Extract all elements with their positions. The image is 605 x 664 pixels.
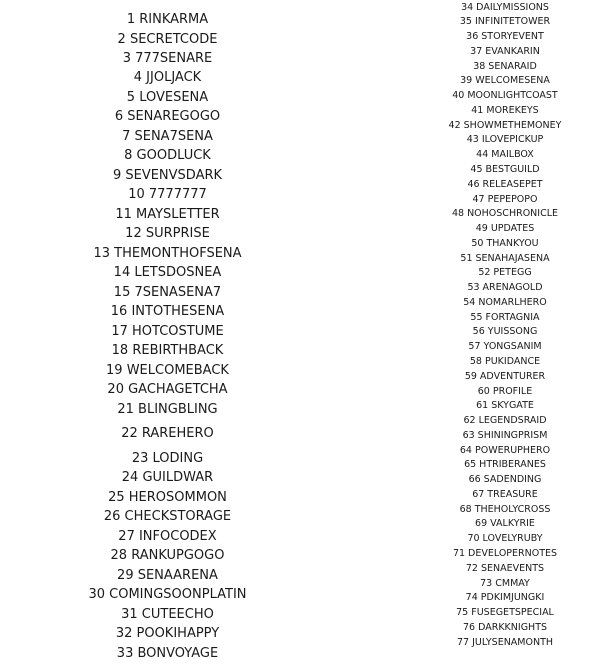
- code-item: 12 SURPRISE: [125, 226, 210, 241]
- code-item: 65 HTRIBERANES: [464, 459, 546, 471]
- code-item: 19 WELCOMEBACK: [106, 363, 229, 378]
- code-item: 17 HOTCOSTUME: [111, 324, 224, 339]
- code-item: 35 INFINITETOWER: [459, 16, 551, 28]
- code-item: 51 SENAHAJASENA: [460, 252, 550, 264]
- code-item: 71 DEVELOPERNOTES: [452, 547, 558, 559]
- code-item: 59 ADVENTURER: [464, 370, 546, 382]
- code-item: 13 THEMONTHOFSENA: [93, 246, 242, 261]
- code-item: 24 GUILDWAR: [121, 470, 214, 485]
- code-item: 57 YONGSANIM: [468, 341, 542, 353]
- code-item: 63 SHININGPRISM: [462, 429, 548, 441]
- code-item: 6 SENAREGOGO: [114, 109, 221, 124]
- code-item: 2 SECRETCODE: [117, 32, 218, 47]
- code-item: 20 GACHAGETCHA: [107, 382, 228, 397]
- code-item: 23 LODING: [131, 451, 204, 466]
- code-item: 60 PROFILE: [477, 385, 533, 397]
- code-item: 31 CUTEECHO: [121, 607, 214, 622]
- code-item: 36 STORYEVENT: [466, 31, 544, 43]
- code-item: 29 SENAARENA: [117, 568, 218, 583]
- code-item: 66 SADENDING: [468, 474, 542, 486]
- code-item: 62 LEGENDSRAID: [463, 415, 547, 427]
- code-item: 39 WELCOMESENA: [460, 75, 550, 87]
- code-item: 33 BONVOYAGE: [116, 646, 219, 661]
- code-item: 9 SEVENVSDARK: [112, 168, 223, 183]
- code-item: 30 COMINGSOONPLATIN: [88, 587, 247, 602]
- code-item: 15 7SENASENA7: [113, 285, 222, 300]
- code-item: 55 FORTAGNIA: [470, 311, 540, 323]
- code-item: 49 UPDATES: [475, 223, 535, 235]
- code-item: 14 LETSDOSNEA: [113, 265, 222, 280]
- code-item: 47 PEPEPOPO: [472, 193, 538, 205]
- code-item: 54 NOMARLHERO: [463, 296, 547, 308]
- code-item: 7 SENA7SENA: [122, 129, 213, 144]
- code-item: 41 MOREKEYS: [471, 104, 539, 116]
- code-item: 21 BLINGBLING: [117, 402, 218, 417]
- code-item: 70 LOVELYRUBY: [467, 533, 543, 545]
- code-item: 42 SHOWMETHEMONEY: [448, 119, 562, 131]
- code-item: 22 RAREHERO: [121, 426, 214, 441]
- code-item: 18 REBIRTHBACK: [111, 343, 224, 358]
- code-item: 72 SENAEVENTS: [465, 562, 545, 574]
- code-item: 34 DAILYMISSIONS: [461, 1, 549, 13]
- code-item: 69 VALKYRIE: [475, 518, 535, 530]
- code-item: 44 MAILBOX: [476, 149, 534, 161]
- code-item: 11 MAYSLETTER: [115, 207, 220, 222]
- code-item: 73 CMMAY: [480, 577, 530, 589]
- code-item: 16 INTOTHESENA: [110, 304, 225, 319]
- code-item: 56 YUISSONG: [472, 326, 538, 338]
- code-item: 10 7777777: [128, 187, 207, 202]
- code-item: 5 LOVESENA: [126, 90, 209, 105]
- code-item: 52 PETEGG: [478, 267, 532, 279]
- code-item: 67 TREASURE: [472, 488, 538, 500]
- code-item: 77 JULYSENAMONTH: [456, 636, 554, 648]
- code-item: 40 MOONLIGHTCOAST: [452, 90, 558, 102]
- code-item: 53 ARENAGOLD: [467, 282, 543, 294]
- code-item: 61 SKYGATE: [476, 400, 534, 412]
- code-item: 27 INFOCODEX: [118, 529, 217, 544]
- code-item: 45 BESTGUILD: [470, 163, 540, 175]
- code-item: 4 JJOLJACK: [133, 70, 202, 85]
- code-item: 8 GOODLUCK: [124, 148, 211, 163]
- code-item: 76 DARKKNIGHTS: [462, 621, 548, 633]
- code-item: 38 SENARAID: [473, 60, 537, 72]
- code-item: 46 RELEASEPET: [467, 178, 543, 190]
- code-item: 1 RINKARMA: [126, 12, 209, 27]
- code-item: 74 PDKIMJUNGKI: [465, 592, 545, 604]
- code-item: 48 NOHOSCHRONICLE: [451, 208, 559, 220]
- code-item: 43 ILOVEPICKUP: [466, 134, 544, 146]
- code-item: 68 THEHOLYCROSS: [459, 503, 551, 515]
- code-item: 50 THANKYOU: [471, 237, 539, 249]
- code-item: 75 FUSEGETSPECIAL: [456, 607, 554, 619]
- code-item: 3 777SENARE: [122, 51, 213, 66]
- code-item: 28 RANKUPGOGO: [110, 548, 225, 563]
- code-item: 26 CHECKSTORAGE: [103, 509, 232, 524]
- code-item: 32 POOKIHAPPY: [115, 626, 220, 641]
- code-item: 37 EVANKARIN: [470, 45, 540, 57]
- code-item: 25 HEROSOMMON: [108, 490, 227, 505]
- code-item: 64 POWERUPHERO: [459, 444, 551, 456]
- code-item: 58 PUKIDANCE: [469, 355, 541, 367]
